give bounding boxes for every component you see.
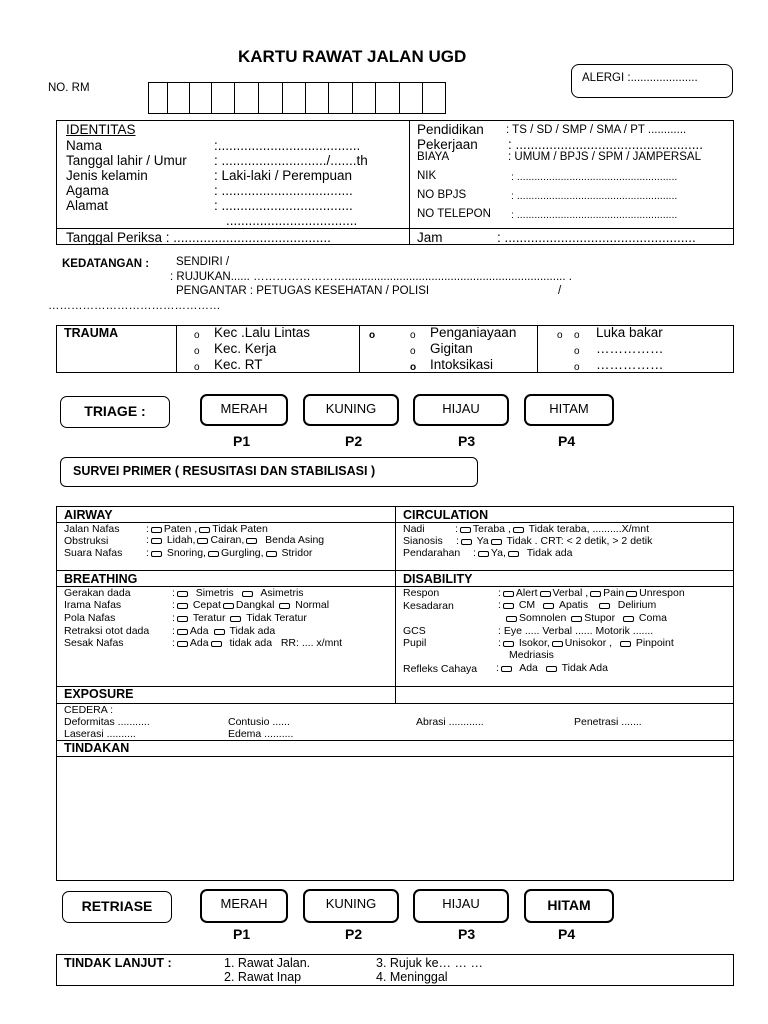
identitas-heading: IDENTITAS [66,122,136,137]
bullet-icon: o [369,330,376,341]
checkbox-icon[interactable] [620,641,631,647]
no-bpjs-field[interactable]: : ....................................................... [511,190,678,202]
checkbox-icon[interactable] [543,603,554,609]
tindak-lanjut-rawat-inap[interactable]: 2. Rawat Inap [224,970,302,984]
checkbox-icon[interactable] [571,616,582,622]
triage-code-p3: P3 [458,433,476,449]
tindakan-textarea[interactable] [57,757,733,880]
bullet-icon: o [194,362,200,373]
checkbox-icon[interactable] [151,551,162,557]
bullet-icon: o [194,330,200,341]
obstruksi-options: : Lidah, Cairan, Benda Asing [146,534,325,546]
pendidikan-label: Pendidikan [417,122,484,137]
checkbox-icon[interactable] [546,666,557,672]
refleks-cahaya-options: : Ada Tidak Ada [496,662,608,674]
sesak-nafas-label: Sesak Nafas [64,637,124,649]
no-telepon-field[interactable]: : ....................................................... [511,209,678,221]
checkbox-icon[interactable] [177,641,188,647]
checkbox-icon[interactable] [177,616,188,622]
respon-label: Respon [403,587,440,599]
trauma-label: TRAUMA [64,326,119,340]
suara-nafas-label: Suara Nafas [64,547,123,559]
checkbox-icon[interactable] [214,629,225,635]
checkbox-icon[interactable] [626,591,637,597]
triage-label: TRIAGE : [60,396,170,428]
alergi-field: ALERGI :..................... [582,72,698,84]
bullet-icon: o [574,330,580,341]
triage-code-p2: P2 [345,433,363,449]
tindak-lanjut-label: TINDAK LANJUT : [64,956,172,970]
jalan-nafas-label: Jalan Nafas [64,523,120,535]
pendidikan-field[interactable]: : TS / SD / SMP / SMA / PT ............ [506,124,687,136]
biaya-label: BIAYA [417,151,450,163]
checkbox-icon[interactable] [623,616,634,622]
jam-field[interactable]: : ................................................... [497,230,696,245]
retriase-code-p1: P1 [233,926,251,942]
checkbox-icon[interactable] [501,666,512,672]
nadi-options: : Teraba , Tidak teraba, ..........X/mnt [455,523,650,535]
tindak-lanjut-meninggal[interactable]: 4. Meninggal [376,970,448,984]
bullet-icon: o [410,346,416,357]
kedatangan-label: KEDATANGAN : [62,258,150,270]
checkbox-icon[interactable] [223,603,234,609]
kedatangan-rujukan[interactable]: : RUJUKAN...... ……………………..................................................................... . [170,271,572,283]
agama-label: Agama [66,183,109,198]
checkbox-icon[interactable] [199,527,210,533]
no-rm-label: NO. RM [48,82,90,94]
respon-options: : Alert Verbal , Pain Unrespon [498,587,685,599]
triage-hijau-button[interactable]: HIJAU [413,394,509,426]
irama-nafas-options: : Cepat Dangkal Normal [172,599,330,611]
bullet-icon: o [574,362,580,373]
circulation-heading: CIRCULATION [403,508,489,522]
retriase-hijau-button[interactable]: HIJAU [413,889,509,923]
bullet-icon: o [194,346,200,357]
nama-label: Nama [66,138,103,153]
kedatangan-slash: / [558,285,562,297]
alergi-box[interactable] [571,64,733,98]
retraksi-label: Retraksi otot dada [64,625,150,637]
exposure-heading: EXPOSURE [64,687,134,701]
checkbox-icon[interactable] [230,616,241,622]
page-title: KARTU RAWAT JALAN UGD [238,47,467,66]
triage-merah-button[interactable]: MERAH [200,394,288,426]
tindakan-heading: TINDAKAN [64,741,130,755]
checkbox-icon[interactable] [478,551,489,557]
trauma-option-lain-2[interactable]: …………… [596,357,664,372]
tanggal-lahir-label: Tanggal lahir / Umur [66,153,187,168]
trauma-option-kerja[interactable]: Kec. Kerja [214,341,277,356]
triage-hitam-button[interactable]: HITAM [524,394,614,426]
checkbox-icon[interactable] [599,603,610,609]
obstruksi-label: Obstruksi [64,535,109,547]
kedatangan-pengantar[interactable]: PENGANTAR : PETUGAS KESEHATAN / POLISI [176,285,430,297]
sianosis-label: Sianosis [403,535,443,547]
bullet-icon: o [410,330,416,341]
triage-code-p1: P1 [233,433,251,449]
pola-nafas-options: : Teratur Tidak Teratur [172,612,307,624]
no-rm-box-frame [148,82,446,114]
breathing-heading: BREATHING [64,572,138,586]
kedatangan-dots: ……………………………………… [48,300,221,312]
cedera-label: CEDERA : [64,704,114,716]
trauma-option-luka-bakar[interactable]: Luka bakar [596,325,663,340]
edema-field[interactable]: Edema .......... [228,728,294,740]
pekerjaan-label: Pekerjaan [417,137,478,152]
retriase-code-p2: P2 [345,926,363,942]
retriase-merah-button[interactable]: MERAH [200,889,288,923]
retriase-code-p4: P4 [558,926,576,942]
checkbox-icon[interactable] [503,591,514,597]
checkbox-icon[interactable] [552,641,563,647]
checkbox-icon[interactable] [242,591,253,597]
retriase-kuning-button[interactable]: KUNING [303,889,399,923]
no-telepon-label: NO TELEPON [417,208,491,220]
checkbox-icon[interactable] [266,551,277,557]
checkbox-icon[interactable] [590,591,601,597]
checkbox-icon[interactable] [540,591,551,597]
checkbox-icon[interactable] [197,538,208,544]
tanggal-lahir-field[interactable]: : ............................/.......th [214,153,368,168]
checkbox-icon[interactable] [279,603,290,609]
suara-nafas-options: : Snoring, Gurgling, Stridor [146,547,313,559]
checkbox-icon[interactable] [151,538,162,544]
gerakan-dada-options: : Simetris Asimetris [172,587,304,599]
gcs-label: GCS [403,625,426,637]
trauma-option-penganiayaan[interactable]: Penganiayaan [430,325,517,340]
checkbox-icon[interactable] [506,616,517,622]
kedatangan-sendiri[interactable]: SENDIRI / [176,256,230,268]
jalan-nafas-options: : Paten , Tidak Paten [146,523,268,535]
deformitas-field[interactable]: Deformitas ........... [64,716,150,728]
retriase-code-p3: P3 [458,926,476,942]
survei-primer-box [60,457,478,487]
laserasi-field[interactable]: Laserasi .......... [64,728,136,740]
kesadaran-options-2: Somnolen Stupor Coma [504,613,667,624]
refleks-cahaya-label: Refleks Cahaya [403,663,478,675]
gerakan-dada-label: Gerakan dada [64,587,131,599]
nadi-label: Nadi [403,523,425,535]
retraksi-options: : Ada Tidak ada [172,625,276,637]
pupil-label: Pupil [403,637,427,649]
trauma-option-rt[interactable]: Kec. RT [214,357,263,372]
jam-label: Jam [417,230,443,245]
survei-primer-title: SURVEI PRIMER ( RESUSITASI DAN STABILISASI ) [73,464,376,478]
trauma-option-lain-1[interactable]: …………… [596,341,664,356]
nik-field[interactable]: : ....................................................... [511,171,678,183]
jenis-kelamin-label: Jenis kelamin [66,168,148,183]
agama-field[interactable]: : ................................... [214,183,353,198]
biaya-field[interactable]: : UMUM / BPJS / SPM / JAMPERSAL [508,151,701,163]
trauma-option-lalu-lintas[interactable]: Kec .Lalu Lintas [214,325,311,340]
pendarahan-options: : Ya, Tidak ada [473,547,573,559]
checkbox-icon[interactable] [177,591,188,597]
sesak-nafas-options: : Ada tidak ada RR: .... x/mnt [172,637,343,649]
checkbox-icon[interactable] [177,603,188,609]
checkbox-icon[interactable] [513,527,524,533]
gcs-field[interactable]: : Eye ..... Verbal ...... Motorik ....... [498,625,654,637]
pekerjaan-field[interactable]: : .................................................. [508,137,704,152]
checkbox-icon[interactable] [461,539,472,545]
irama-nafas-label: Irama Nafas [64,599,122,611]
disability-heading: DISABILITY [403,572,473,586]
checkbox-icon[interactable] [503,603,514,609]
kesadaran-options: : CM Apatis Delirium [498,599,657,611]
kesadaran-label: Kesadaran [403,600,454,612]
trauma-option-gigitan[interactable]: Gigitan [430,341,473,356]
checkbox-icon[interactable] [177,629,188,635]
checkbox-icon[interactable] [208,551,219,557]
penetrasi-field[interactable]: Penetrasi ....... [574,716,642,728]
checkbox-icon[interactable] [211,641,222,647]
nik-label: NIK [417,170,437,182]
checkbox-icon[interactable] [503,641,514,647]
checkbox-icon[interactable] [460,527,471,533]
jenis-kelamin-field[interactable]: : Laki-laki / Perempuan [214,168,353,183]
bullet-icon: o [574,346,580,357]
airway-heading: AIRWAY [64,508,113,522]
tindak-lanjut-rawat-jalan[interactable]: 1. Rawat Jalan. [224,956,311,970]
abrasi-field[interactable]: Abrasi ............ [416,716,484,728]
trauma-option-intoksikasi[interactable]: Intoksikasi [430,357,494,372]
sianosis-options: : Ya Tidak . CRT: < 2 detik, > 2 detik [456,535,653,547]
contusio-field[interactable]: Contusio ...... [228,716,290,728]
triage-code-p4: P4 [558,433,576,449]
pola-nafas-label: Pola Nafas [64,612,116,624]
tanggal-periksa-field[interactable]: Tanggal Periksa : .......................................... [66,230,331,245]
checkbox-icon[interactable] [491,539,502,545]
checkbox-icon[interactable] [246,538,257,544]
pendarahan-label: Pendarahan [403,547,461,559]
checkbox-icon[interactable] [151,527,162,533]
retriase-hitam-button[interactable]: HITAM [524,889,614,923]
checkbox-icon[interactable] [508,551,519,557]
alamat-label: Alamat [66,198,109,213]
pupil-medriasis[interactable]: Medriasis [509,649,554,661]
bullet-icon: o [410,362,417,373]
tindak-lanjut-rujuk[interactable]: 3. Rujuk ke… … … [376,956,483,970]
alamat-field[interactable]: : ................................... [214,198,353,213]
no-bpjs-label: NO BPJS [417,189,467,201]
pupil-options: : Isokor, Unisokor , Pinpoint [498,637,674,649]
nama-field[interactable]: :...................................... [214,138,361,153]
bullet-icon: o [557,330,563,341]
retriase-label: RETRIASE [62,891,172,923]
alamat-field-line2[interactable]: ................................... [226,213,358,228]
triage-kuning-button[interactable]: KUNING [303,394,399,426]
